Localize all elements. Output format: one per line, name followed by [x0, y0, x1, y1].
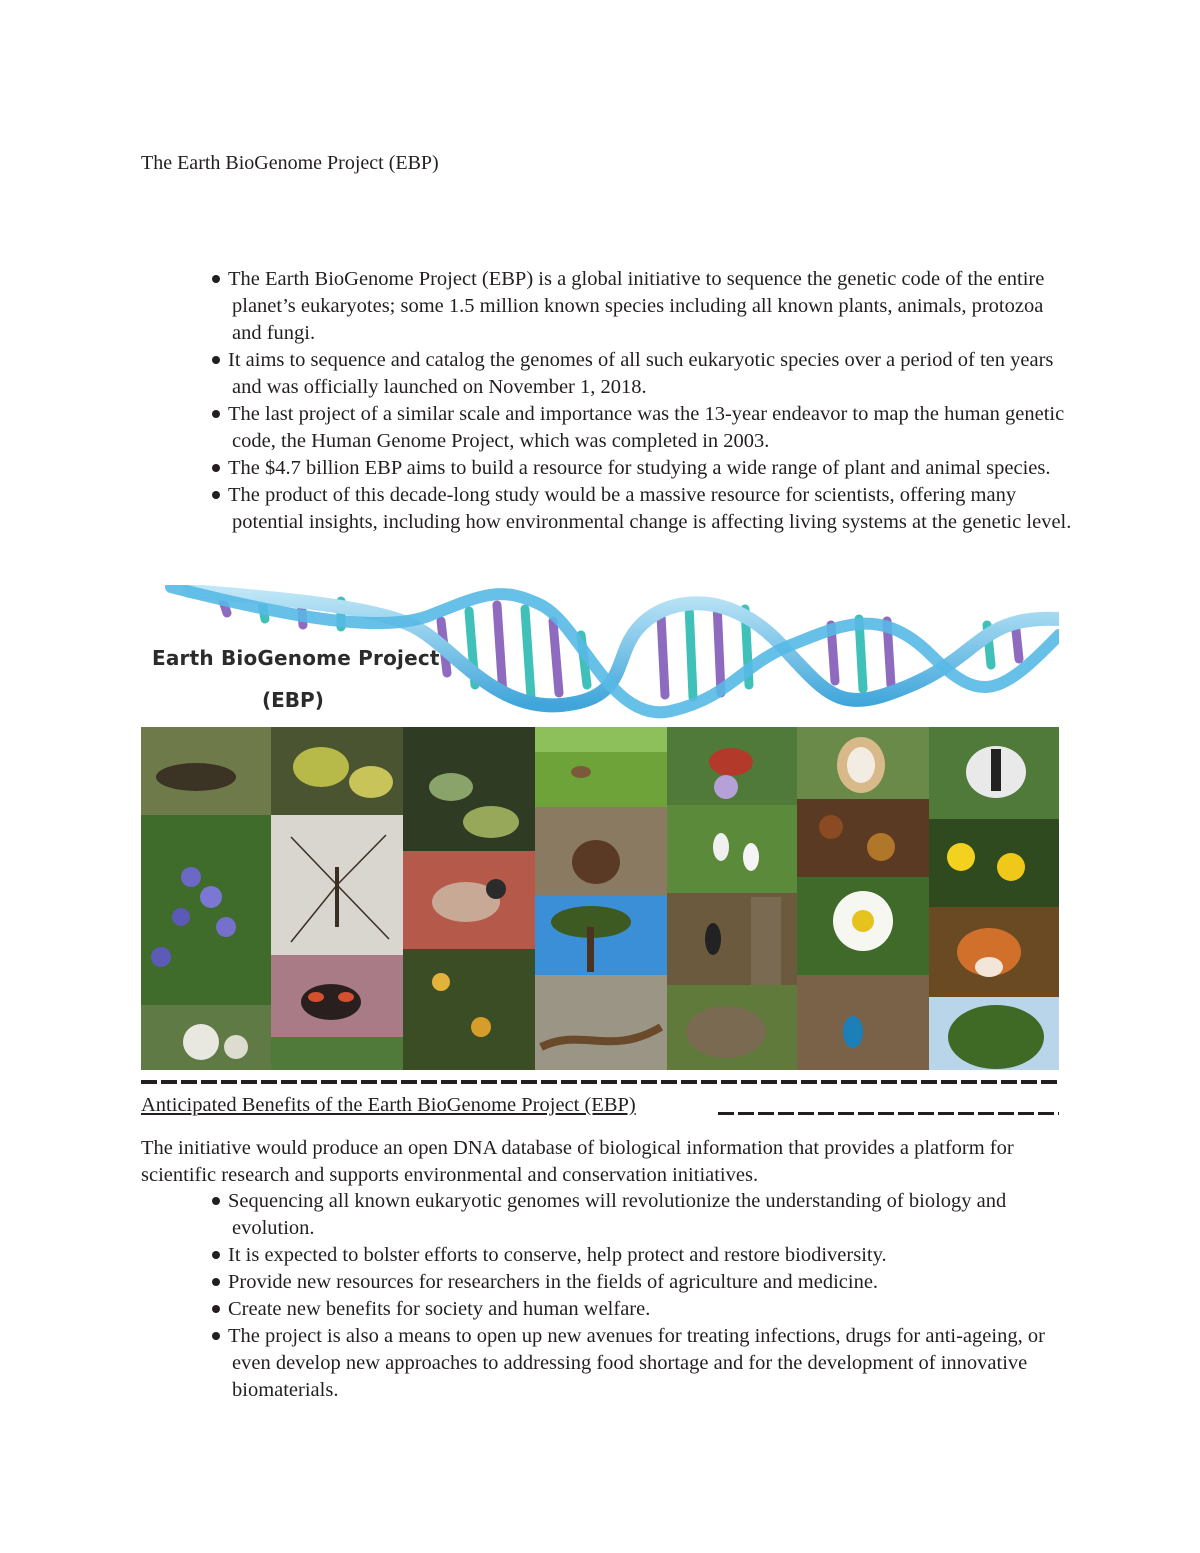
- list-item: The product of this decade-long study would be a massive resource for scientists, offering many potential insights, including how environmental change is affecting living systems at the genetic level.: [196, 482, 1076, 536]
- bullet-icon: [212, 1332, 220, 1340]
- benefits-intro: The initiative would produce an open DNA database of biological information that provides a platform for scientific research and supports environmental and conservation initiatives.: [141, 1137, 1014, 1186]
- banner-title: Earth BioGenome Project: [152, 646, 440, 670]
- chestnuts-photo: [797, 799, 929, 877]
- list-item: The last project of a similar scale and importance was the 13-year endeavor to map the human genetic code, the Human Genome Project, which was completed in 2003.: [196, 401, 1076, 455]
- bullet-icon: [212, 1305, 220, 1313]
- benefits-heading: Anticipated Benefits of the Earth BioGenome Project (EBP): [141, 1094, 636, 1116]
- bullet-icon: [212, 275, 220, 283]
- bluebell-photo: [141, 815, 271, 1005]
- benefits-bullet-list: [196, 1188, 1076, 1404]
- heading-rule: [718, 1112, 1059, 1115]
- nature-photo-collage: [141, 727, 1059, 1070]
- list-item: The $4.7 billion EBP aims to build a resource for studying a wide range of plant and animal species.: [196, 455, 1076, 482]
- list-item: Create new benefits for society and human welfare.: [196, 1296, 1076, 1323]
- list-item: Provide new resources for researchers in the fields of agriculture and medicine.: [196, 1269, 1076, 1296]
- bullet-icon: [212, 410, 220, 418]
- banner-subtitle: (EBP): [262, 688, 324, 712]
- bullet-icon: [212, 464, 220, 472]
- bullet-icon: [212, 356, 220, 364]
- bullet-icon: [212, 1278, 220, 1286]
- berries-photo: [403, 949, 535, 1070]
- list-item: Sequencing all known eukaryotic genomes will revolutionize the understanding of biology and evolution.: [196, 1188, 1076, 1242]
- list-item: It is expected to bolster efforts to conserve, help protect and restore biodiversity.: [196, 1242, 1076, 1269]
- list-item: It aims to sequence and catalog the genomes of all such eukaryotic species over a period of ten years and was officially launched on November 1, 2018.: [196, 347, 1076, 401]
- bullet-icon: [212, 491, 220, 499]
- bullet-icon: [212, 1251, 220, 1259]
- bullet-icon: [212, 1197, 220, 1205]
- list-item: The project is also a means to open up new avenues for treating infections, drugs for anti-ageing, or even develop new approaches to addressing food shortage and for the development of innovative biomaterials.: [196, 1323, 1076, 1404]
- list-item: The Earth BioGenome Project (EBP) is a global initiative to sequence the genetic code of the entire planet’s eukaryotes; some 1.5 million known species including all known plants, animals, protozoa and fungi.: [196, 266, 1076, 347]
- snowdrop-photo: [667, 805, 797, 893]
- kingfisher-photo: [797, 975, 929, 1070]
- intro-bullet-list: [196, 266, 1076, 536]
- slow-worm-photo: [535, 975, 667, 1070]
- page-title: The Earth BioGenome Project (EBP): [141, 152, 439, 174]
- section-divider: [141, 1080, 1059, 1084]
